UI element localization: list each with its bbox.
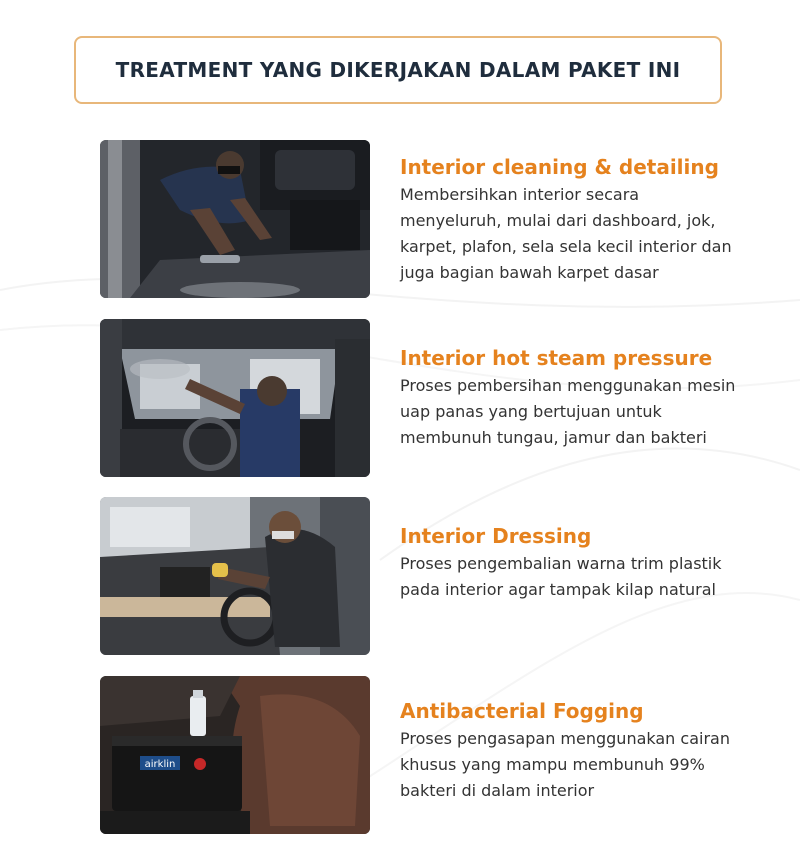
treatment-title: Interior hot steam pressure	[400, 346, 713, 370]
photo-antibacterial-fogging	[100, 676, 370, 834]
section-title: TREATMENT YANG DIKERJAKAN DALAM PAKET INI	[115, 58, 681, 82]
treatment-item-antibacterial-fogging	[100, 676, 740, 834]
photo-interior-cleaning	[100, 140, 370, 298]
photo-interior-dressing	[100, 497, 370, 655]
treatment-title: Interior Dressing	[400, 524, 592, 548]
treatment-item-hot-steam	[100, 319, 740, 477]
photo-hot-steam	[100, 319, 370, 477]
treatment-description: Membersihkan interior secara menyeluruh, mulai dari dashboard, jok, karpet, plafon, sela sela kecil interior dan juga bagian bawah karpet dasar	[400, 185, 732, 282]
section-header	[74, 36, 722, 104]
treatment-description: Proses pengembalian warna trim plastik pada interior agar tampak kilap natural	[400, 554, 722, 599]
treatment-description: Proses pengasapan menggunakan cairan khusus yang mampu membunuh 99% bakteri di dalam interior	[400, 729, 730, 800]
treatment-title: Interior cleaning & detailing	[400, 155, 719, 179]
treatment-title: Antibacterial Fogging	[400, 699, 644, 723]
treatment-item-interior-cleaning	[100, 140, 740, 298]
treatment-description: Proses pembersihan menggunakan mesin uap panas yang bertujuan untuk membunuh tungau, jamur dan bakteri	[400, 376, 736, 447]
treatment-item-interior-dressing	[100, 497, 740, 655]
device-label: airklin	[144, 759, 176, 770]
